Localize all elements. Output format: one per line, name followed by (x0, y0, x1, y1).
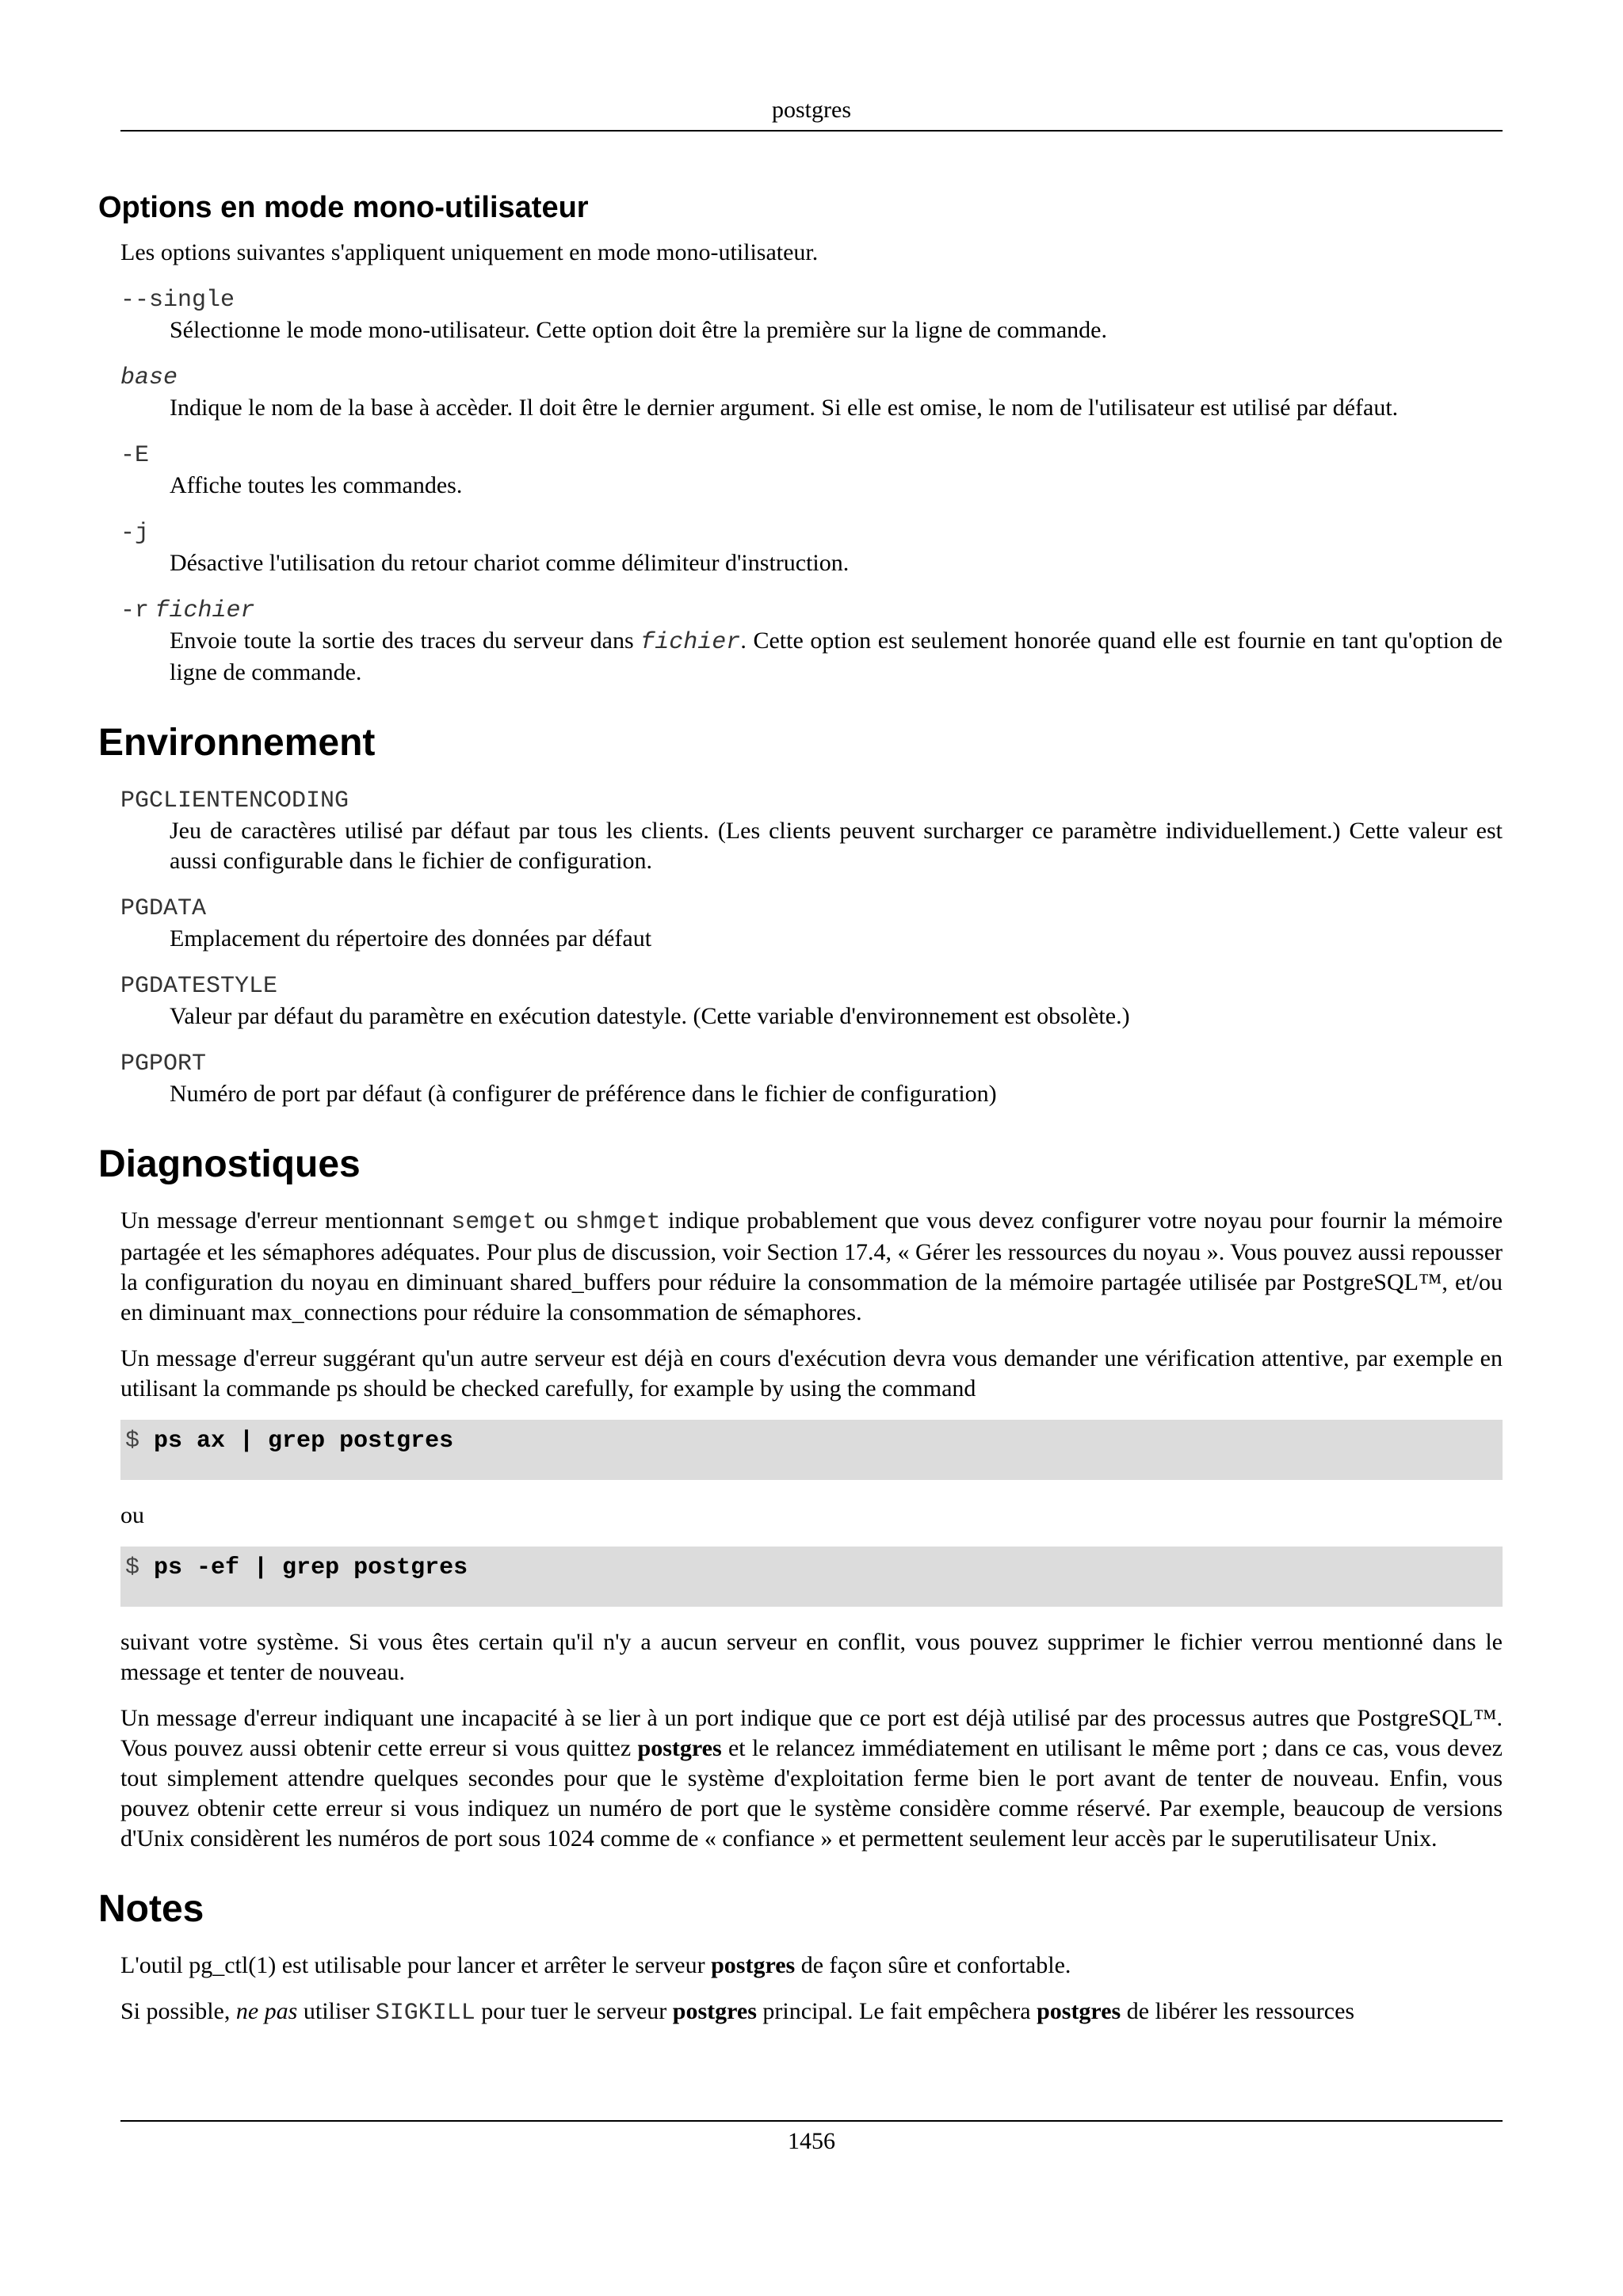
environment-variables (120, 784, 1503, 1109)
env-var-desc: Jeu de caractères utilisé par défaut par tous les clients. (Les clients peuvent surcharger ce paramètre individuellement.) Cette valeur est aussi configurable dans le fichier de configuration. (170, 818, 1503, 874)
inline-code: SIGKILL (375, 2000, 475, 2027)
text-run: Un message d'erreur mentionnant (120, 1207, 452, 1234)
option-term (120, 284, 1503, 315)
env-var-name: PGPORT (120, 1051, 207, 1077)
running-header: postgres (120, 93, 1503, 132)
option-term (120, 517, 1503, 548)
env-var-desc: Emplacement du répertoire des données par défaut (170, 925, 652, 952)
env-var-name: PGDATESTYLE (120, 973, 278, 1000)
diagnostics-paragraph: suivant votre système. Si vous êtes certain qu'il n'y a aucun serveur en conflit, vous pouvez supprimer le fichier verrou mentionné dans le message et tenter de nouveau. (120, 1629, 1503, 1685)
text-run: et le relancez immédiatement en utilisant le même port ; dans ce cas, vous devez tout simplement attendre quelques secondes pour que le système d'exploitation ferme bien le port avant de tenter de nouveau. Enfin, vous pouvez obtenir cette erreur si vous indiquez un numéro de port que le système considère comme réservé. Par exemple, beaucoup de versions d'Unix considèrent les numéros de port sous 1024 comme de « confiance » et permettent seulement leur accès par le superutilisateur Unix. (120, 1735, 1503, 1852)
text-run: principal. Le fait empêchera (756, 1998, 1037, 2024)
bold-term: postgres (1037, 1998, 1121, 2024)
text-run: pour tuer le serveur (475, 1998, 673, 2024)
env-var-name: PGDATA (120, 895, 207, 922)
inline-var: fichier (640, 629, 741, 656)
text-run: L'outil pg_ctl(1) est utilisable pour lancer et arrêter le serveur (120, 1952, 712, 1978)
page-content (98, 189, 1503, 2044)
code-block (120, 1547, 1503, 1607)
shell-prompt: $ (125, 1554, 140, 1581)
option-term (120, 439, 1503, 471)
single-user-options (120, 284, 1503, 688)
diagnostics-paragraph (120, 1206, 1503, 1328)
text-run: ou (537, 1207, 575, 1234)
text-run: de libérer les ressources (1121, 1998, 1355, 2024)
env-var-desc: Numéro de port par défaut (à configurer de préférence dans le fichier de configuration) (170, 1081, 997, 1107)
env-var-term (120, 970, 1503, 1001)
option-desc: Indique le nom de la base à accèder. Il doit être le dernier argument. Si elle est omise, le nom de l'utilisateur est utilisé par défaut. (170, 395, 1399, 421)
option-j: -j (120, 520, 150, 547)
option-desc (170, 626, 1503, 688)
env-var-term (120, 892, 1503, 924)
notes-heading: Notes (98, 1888, 204, 1930)
diagnostics-paragraph: Un message d'erreur suggérant qu'un autre serveur est déjà en cours d'exécution devra vous demander une vérification attentive, par exemple en utilisant la commande ps should be checked carefully, for example by using the command (120, 1345, 1503, 1402)
bold-term: postgres (672, 1998, 757, 2024)
option-single: --single (120, 287, 235, 314)
bold-term: postgres (711, 1952, 796, 1978)
option-r-arg: fichier (155, 597, 255, 624)
option-E: -E (120, 442, 150, 469)
inline-code: shmget (575, 1209, 661, 1236)
notes-paragraph (120, 1997, 1503, 2028)
diagnostics-heading: Diagnostiques (98, 1143, 361, 1185)
option-base: base (120, 364, 178, 391)
page-number: 1456 (788, 2128, 835, 2154)
env-var-desc: Valeur par défaut du paramètre en exécution datestyle. (Cette variable d'environnement est obsolète.) (170, 1003, 1130, 1029)
environment-heading: Environnement (98, 722, 376, 764)
text-run: . Cette option est seulement honorée quand elle est fournie en tant qu'option de ligne de commande. (170, 627, 1503, 685)
option-desc: Affiche toutes les commandes. (170, 472, 463, 498)
code-block (120, 1420, 1503, 1480)
text-run: Si possible, (120, 1998, 236, 2024)
option-term (120, 361, 1503, 393)
notes-paragraph (120, 1951, 1503, 1981)
diagnostics-paragraph (120, 1703, 1503, 1854)
bold-term: postgres (637, 1735, 722, 1761)
env-var-term (120, 1047, 1503, 1079)
single-user-intro: Les options suivantes s'appliquent uniquement en mode mono-utilisateur. (120, 239, 819, 265)
text-run: Un message d'erreur indiquant une incapacité à se lier à un port indique que ce port est déjà utilisé par des processus autres que PostgreSQL™. Vous pouvez aussi obtenir cette erreur si vous quittez (120, 1705, 1503, 1761)
single-user-heading: Options en mode mono-utilisateur (98, 191, 589, 224)
option-desc: Désactive l'utilisation du retour chariot comme délimiteur d'instruction. (170, 550, 850, 576)
shell-prompt: $ (125, 1428, 140, 1455)
text-run: Envoie toute la sortie des traces du serveur dans (170, 627, 641, 654)
shell-command: ps -ef | grep postgres (154, 1554, 468, 1581)
text-run: de façon sûre et confortable. (795, 1952, 1071, 1978)
option-desc: Sélectionne le mode mono-utilisateur. Cette option doit être la première sur la ligne de commande. (170, 317, 1107, 343)
env-var-term (120, 784, 1503, 816)
text-run: utiliser (297, 1998, 376, 2024)
text-run: indique probablement que vous devez configurer votre noyau pour fournir la mémoire partagée et les sémaphores adéquates. Pour plus de discussion, voir Section 17.4, « Gérer les ressources du noyau ». Vous pouvez aussi repousser la configuration du noyau en diminuant shared_buffers pour réduire la consommation de la mémoire partagée utilisée par PostgreSQL™, et/ou en diminuant max_connections pour réduire la consommation de sémaphores. (120, 1207, 1503, 1325)
option-r: -r (120, 597, 150, 624)
diagnostics-paragraph: ou (120, 1502, 144, 1528)
env-var-name: PGCLIENTENCODING (120, 788, 349, 814)
page-footer (120, 2120, 1503, 2158)
option-term (120, 594, 1503, 626)
emphasis: ne pas (235, 1998, 298, 2024)
inline-code: semget (451, 1209, 537, 1236)
shell-command: ps ax | grep postgres (154, 1428, 454, 1455)
